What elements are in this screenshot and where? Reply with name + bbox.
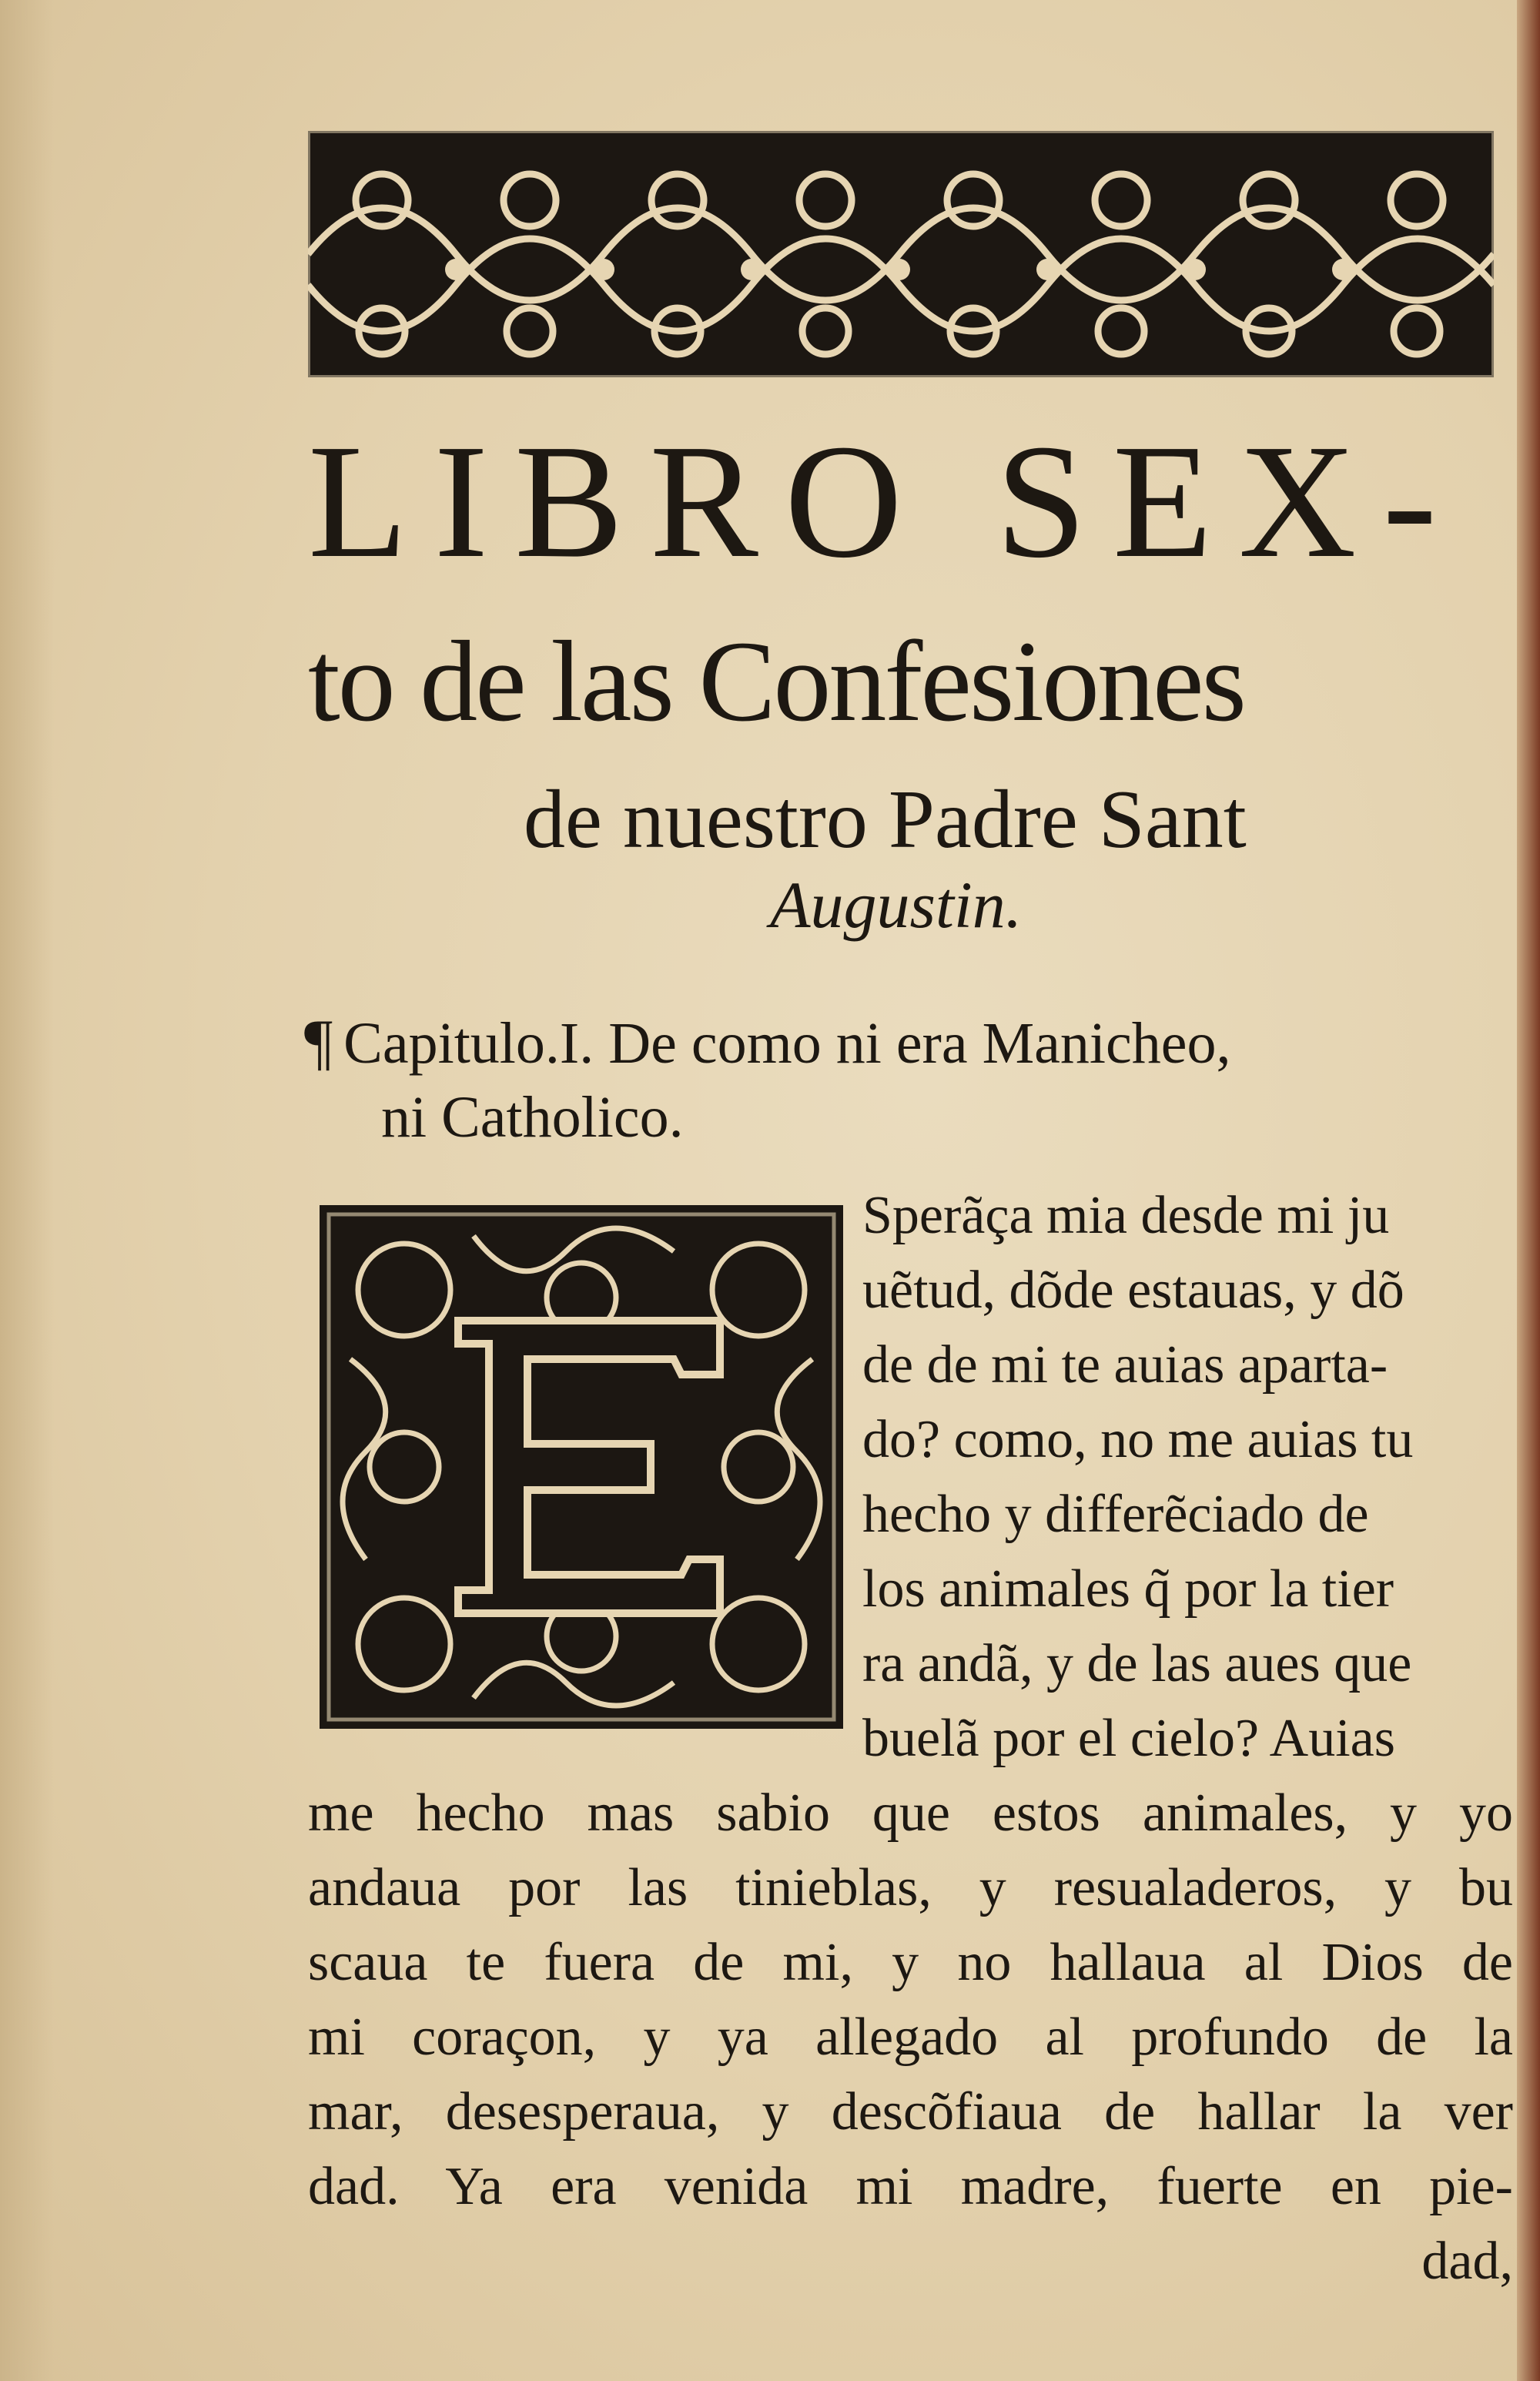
pilcrow-mark: ¶ bbox=[304, 1006, 333, 1077]
page-edge-shadow bbox=[0, 0, 54, 2381]
text-line: buelã por el cielo? Auias bbox=[862, 1709, 1395, 1768]
chapter-heading-line-2: ni Catholico. bbox=[381, 1085, 684, 1150]
text-line: mi coraçon, y ya allegado al profundo de la bbox=[308, 2008, 1513, 2067]
book-title-line-1: LIBRO SEX- bbox=[308, 410, 1464, 591]
text-line: do? como, no me auias tu bbox=[862, 1410, 1414, 1469]
text-line: los animales q̃ por la tier bbox=[862, 1559, 1394, 1619]
text-line: me hecho mas sabio que estos animales, y yo bbox=[308, 1783, 1513, 1843]
catchword: dad, bbox=[1421, 2232, 1513, 2291]
paragraph-full-width bbox=[308, 1776, 1513, 2299]
decorative-headpiece bbox=[308, 131, 1494, 377]
decorated-initial-e bbox=[320, 1205, 843, 1729]
chapter-heading-line-1: Capitulo.I. De como ni era Manicheo, bbox=[343, 1011, 1231, 1076]
text-line: hecho y differẽciado de bbox=[862, 1485, 1369, 1544]
text-line: Sperãça mia desde mi ju bbox=[862, 1186, 1390, 1245]
text-line: ra andã, y de las aues que bbox=[862, 1634, 1412, 1693]
text-line: uẽtud, dõde estauas, y dõ bbox=[862, 1261, 1404, 1320]
chapter-heading bbox=[304, 1005, 1505, 1154]
paragraph-beside-initial bbox=[862, 1178, 1509, 1776]
text-line: andaua por las tinieblas, y resualaderos, y bu bbox=[308, 1858, 1513, 1917]
text-line: de de mi te auias aparta- bbox=[862, 1335, 1388, 1395]
book-edge bbox=[1517, 0, 1540, 2381]
book-title-line-3: de nuestro Padre Sant bbox=[524, 774, 1247, 866]
book-title-line-2: to de las Confesiones bbox=[308, 618, 1244, 745]
text-line: mar, desesperaua, y descõfiaua de hallar la ver bbox=[308, 2082, 1513, 2142]
text-line: dad. Ya era venida mi madre, fuerte en pie- bbox=[308, 2157, 1513, 2216]
book-title-line-4: Augustin. bbox=[770, 868, 1023, 942]
text-line: scaua te fuera de mi, y no hallaua al Dios de bbox=[308, 1933, 1513, 1992]
